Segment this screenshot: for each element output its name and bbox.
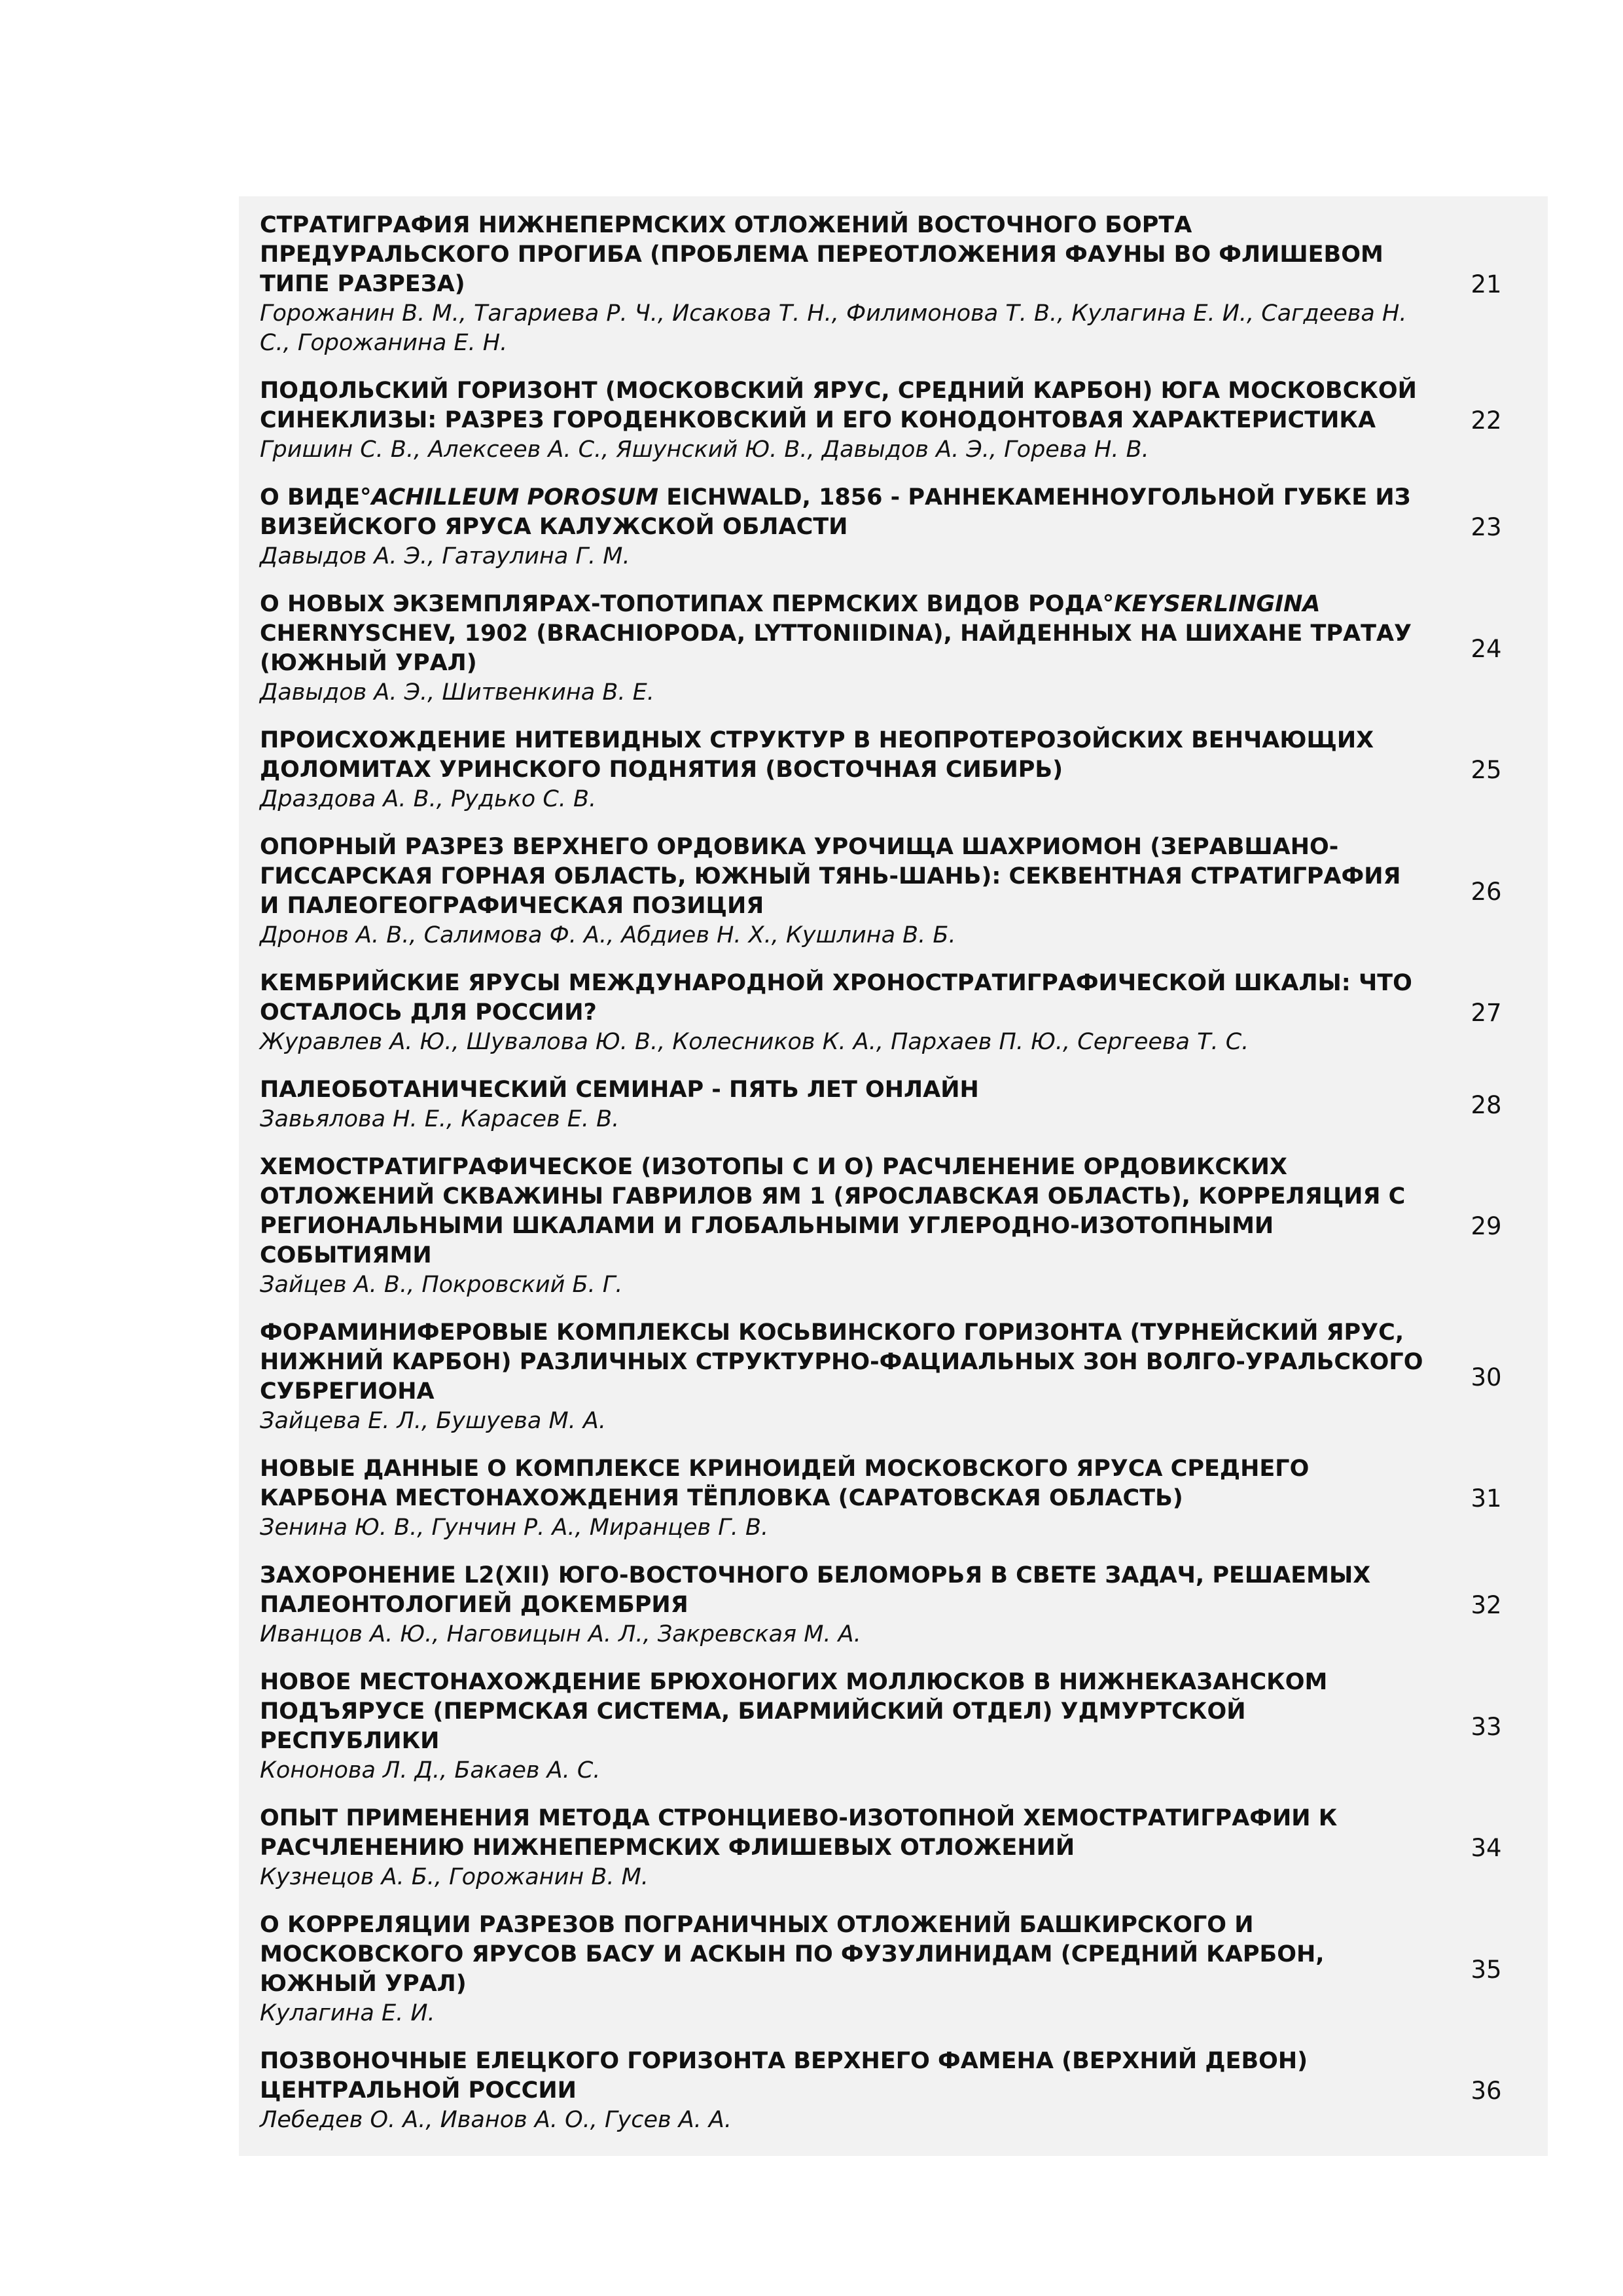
taxon-name: ACHILLEUM POROSUM (371, 484, 659, 511)
entry-text (260, 1561, 1425, 1649)
entry-text (260, 726, 1425, 814)
toc-entry[interactable] (239, 1066, 1548, 1143)
entry-authors: Зайцева Е. Л., Бушуева М. А. (260, 1408, 606, 1434)
entry-page-number: 33 (1471, 1712, 1502, 1741)
entry-page-number: 24 (1471, 634, 1502, 663)
entry-authors: Зайцев А. В., Покровский Б. Г. (260, 1272, 623, 1298)
taxon-name: KEYSERLINGINA (1114, 591, 1321, 617)
entry-text (260, 1804, 1425, 1892)
entry-authors: Журавлев А. Ю., Шувалова Ю. В., Колесников К. А., Пархаев П. Ю., Сергеева Т. С. (260, 1029, 1249, 1055)
entry-title: ОПЫТ ПРИМЕНЕНИЯ МЕТОДА СТРОНЦИЕВО-ИЗОТОПНОЙ ХЕМОСТРАТИГРАФИИ К РАСЧЛЕНЕНИЮ НИЖНЕПЕРМСКИХ ФЛИШЕВЫХ ОТЛОЖЕНИЙ (260, 1805, 1338, 1861)
toc-entry[interactable] (239, 1143, 1548, 1309)
entry-title: О КОРРЕЛЯЦИИ РАЗРЕЗОВ ПОГРАНИЧНЫХ ОТЛОЖЕНИЙ БАШКИРСКОГО И МОСКОВСКОГО ЯРУСОВ БАСУ И АСКЫН ПО ФУЗУЛИНИДАМ (СРЕДНИЙ КАРБОН, ЮЖНЫЙ УРАЛ) (260, 1912, 1325, 1997)
entry-page-number: 31 (1471, 1484, 1502, 1513)
entry-authors: Давыдов А. Э., Шитвенкина В. Е. (260, 679, 654, 706)
toc-entry[interactable] (239, 2037, 1548, 2144)
entry-page-number: 25 (1471, 756, 1502, 784)
entry-page-number: 34 (1471, 1834, 1502, 1862)
toc-entry[interactable] (239, 1552, 1548, 1659)
entry-title (260, 483, 1425, 542)
entry-page-number: 35 (1471, 1955, 1502, 1984)
entry-title-part: О ВИДЕ° (260, 484, 372, 511)
entry-title: ПОЗВОНОЧНЫЕ ЕЛЕЦКОГО ГОРИЗОНТА ВЕРХНЕГО ФАМЕНА (ВЕРХНИЙ ДЕВОН) ЦЕНТРАЛЬНОЙ РОССИИ (260, 2048, 1308, 2104)
toc-entry[interactable] (239, 1901, 1548, 2037)
entry-text (260, 590, 1425, 708)
entry-authors: Дронов А. В., Салимова Ф. А., Абдиев Н. Х., Кушлина В. Б. (260, 922, 956, 948)
toc-entry[interactable] (239, 367, 1548, 474)
entry-authors: Лебедев О. А., Иванов А. О., Гусев А. А. (260, 2107, 732, 2133)
entry-authors: Гришин С. В., Алексеев А. С., Яшунский Ю. В., Давыдов А. Э., Горева Н. В. (260, 437, 1149, 463)
entry-title-part: EICHWALD, 1856 - РАННЕКАМЕННОУГОЛЬНОЙ ГУБКЕ ИЗ ВИЗЕЙСКОГО ЯРУСА КАЛУЖСКОЙ ОБЛАСТИ (260, 484, 1411, 540)
entry-title: ФОРАМИНИФЕРОВЫЕ КОМПЛЕКСЫ КОСЬВИНСКОГО ГОРИЗОНТА (ТУРНЕЙСКИЙ ЯРУС, НИЖНИЙ КАРБОН) РАЗЛИЧНЫХ СТРУКТУРНО-ФАЦИАЛЬНЫХ ЗОН ВОЛГО-УРАЛЬСКОГО СУБРЕГИОНА (260, 1319, 1423, 1405)
entry-text (260, 211, 1425, 358)
entry-title: ПОДОЛЬСКИЙ ГОРИЗОНТ (МОСКОВСКИЙ ЯРУС, СРЕДНИЙ КАРБОН) ЮГА МОСКОВСКОЙ СИНЕКЛИЗЫ: РАЗРЕЗ ГОРОДЕНКОВСКИЙ И ЕГО КОНОДОНТОВАЯ ХАРАКТЕРИСТИКА (260, 378, 1417, 433)
entry-text (260, 1910, 1425, 2028)
entry-title: ПРОИСХОЖДЕНИЕ НИТЕВИДНЫХ СТРУКТУР В НЕОПРОТЕРОЗОЙСКИХ ВЕНЧАЮЩИХ ДОЛОМИТАХ УРИНСКОГО ПОДНЯТИЯ (ВОСТОЧНАЯ СИБИРЬ) (260, 727, 1374, 783)
entry-text (260, 969, 1425, 1057)
entry-authors: Кузнецов А. Б., Горожанин В. М. (260, 1864, 649, 1890)
entry-page-number: 36 (1471, 2077, 1502, 2105)
entry-page-number: 23 (1471, 513, 1502, 541)
toc-entry[interactable] (239, 960, 1548, 1066)
entry-authors: Иванцов А. Ю., Наговицын А. Л., Закревская М. А. (260, 1621, 861, 1647)
entry-title: ПАЛЕОБОТАНИЧЕСКИЙ СЕМИНАР - ПЯТЬ ЛЕТ ОНЛАЙН (260, 1077, 979, 1103)
entry-title (260, 590, 1425, 678)
entry-text (260, 833, 1425, 950)
entry-page-number: 27 (1471, 999, 1502, 1027)
entry-text (260, 1454, 1425, 1543)
entry-title: НОВЫЕ ДАННЫЕ О КОМПЛЕКСЕ КРИНОИДЕЙ МОСКОВСКОГО ЯРУСА СРЕДНЕГО КАРБОНА МЕСТОНАХОЖДЕНИЯ ТЁПЛОВКА (САРАТОВСКАЯ ОБЛАСТЬ) (260, 1456, 1310, 1511)
entry-text (260, 376, 1425, 465)
entry-authors: Кононова Л. Д., Бакаев А. С. (260, 1757, 601, 1784)
entry-title: НОВОЕ МЕСТОНАХОЖДЕНИЕ БРЮХОНОГИХ МОЛЛЮСКОВ В НИЖНЕКАЗАНСКОМ ПОДЪЯРУСЕ (ПЕРМСКАЯ СИСТЕМА, БИАРМИЙСКИЙ ОТДЕЛ) УДМУРТСКОЙ РЕСПУБЛИКИ (260, 1669, 1328, 1754)
entry-authors: Завьялова Н. Е., Карасев Е. В. (260, 1106, 620, 1132)
entry-page-number: 26 (1471, 877, 1502, 906)
entry-authors: Зенина Ю. В., Гунчин Р. А., Миранцев Г. В. (260, 1515, 769, 1541)
entry-text (260, 1668, 1425, 1785)
entry-page-number: 21 (1471, 270, 1502, 298)
entry-text (260, 483, 1425, 571)
entry-page-number: 30 (1471, 1363, 1502, 1391)
toc-entry[interactable] (239, 1445, 1548, 1552)
entry-text (260, 1318, 1425, 1436)
toc-entry[interactable] (239, 717, 1548, 823)
entry-title: ХЕМОСТРАТИГРАФИЧЕСКОЕ (ИЗОТОПЫ С И О) РАСЧЛЕНЕНИЕ ОРДОВИКСКИХ ОТЛОЖЕНИЙ СКВАЖИНЫ ГАВРИЛОВ ЯМ 1 (ЯРОСЛАВСКАЯ ОБЛАСТЬ), КОРРЕЛЯЦИЯ С РЕГИОНАЛЬНЫМИ ШКАЛАМИ И ГЛОБАЛЬНЫМИ УГЛЕРОДНО-ИЗОТОПНЫМИ СОБЫТИЯМИ (260, 1154, 1406, 1268)
entry-authors: Давыдов А. Э., Гатаулина Г. М. (260, 543, 630, 569)
entry-authors: Драздова А. В., Рудько С. В. (260, 786, 597, 812)
toc-entry[interactable] (239, 1795, 1548, 1901)
entry-text (260, 1075, 1425, 1134)
entry-page-number: 32 (1471, 1591, 1502, 1619)
toc-entry[interactable] (239, 1309, 1548, 1445)
toc-entry[interactable] (239, 1659, 1548, 1795)
toc-entry[interactable] (239, 474, 1548, 581)
entry-title: ЗАХОРОНЕНИЕ L2(XII) ЮГО-ВОСТОЧНОГО БЕЛОМОРЬЯ В СВЕТЕ ЗАДАЧ, РЕШАЕМЫХ ПАЛЕОНТОЛОГИЕЙ ДОКЕМБРИЯ (260, 1562, 1371, 1618)
entry-title: СТРАТИГРАФИЯ НИЖНЕПЕРМСКИХ ОТЛОЖЕНИЙ ВОСТОЧНОГО БОРТА ПРЕДУРАЛЬСКОГО ПРОГИБА (ПРОБЛЕМА ПЕРЕОТЛОЖЕНИЯ ФАУНЫ ВО ФЛИШЕВОМ ТИПЕ РАЗРЕЗА) (260, 212, 1383, 297)
entry-title: ОПОРНЫЙ РАЗРЕЗ ВЕРХНЕГО ОРДОВИКА УРОЧИЩА ШАХРИОМОН (ЗЕРАВШАНО-ГИССАРСКАЯ ГОРНАЯ ОБЛАСТЬ, ЮЖНЫЙ ТЯНЬ-ШАНЬ): СЕКВЕНТНАЯ СТРАТИГРАФИЯ И ПАЛЕОГЕОГРАФИЧЕСКАЯ ПОЗИЦИЯ (260, 834, 1401, 919)
entry-page-number: 28 (1471, 1090, 1502, 1119)
entry-title-part: О НОВЫХ ЭКЗЕМПЛЯРАХ-ТОПОТИПАХ ПЕРМСКИХ ВИДОВ РОДА° (260, 591, 1115, 617)
table-of-contents (239, 196, 1548, 2156)
entry-authors: Кулагина Е. И. (260, 2000, 435, 2026)
entry-text (260, 2047, 1425, 2135)
entry-page-number: 29 (1471, 1212, 1502, 1240)
entry-page-number: 22 (1471, 406, 1502, 435)
entry-authors: Горожанин В. М., Тагариева Р. Ч., Исакова Т. Н., Филимонова Т. В., Кулагина Е. И., Сагдеева Н. С., Горожанина Е. Н. (260, 300, 1407, 356)
toc-entry[interactable] (239, 581, 1548, 717)
toc-entry[interactable] (239, 202, 1548, 367)
entry-title-part: CHERNYSCHEV, 1902 (BRACHIOPODA, LYTTONIIDINA), НАЙДЕННЫХ НА ШИХАНЕ ТРАТАУ (ЮЖНЫЙ УРАЛ) (260, 620, 1412, 676)
entry-text (260, 1153, 1425, 1300)
entry-title: КЕМБРИЙСКИЕ ЯРУСЫ МЕЖДУНАРОДНОЙ ХРОНОСТРАТИГРАФИЧЕСКОЙ ШКАЛЫ: ЧТО ОСТАЛОСЬ ДЛЯ РОССИИ? (260, 970, 1412, 1026)
toc-entry[interactable] (239, 823, 1548, 960)
